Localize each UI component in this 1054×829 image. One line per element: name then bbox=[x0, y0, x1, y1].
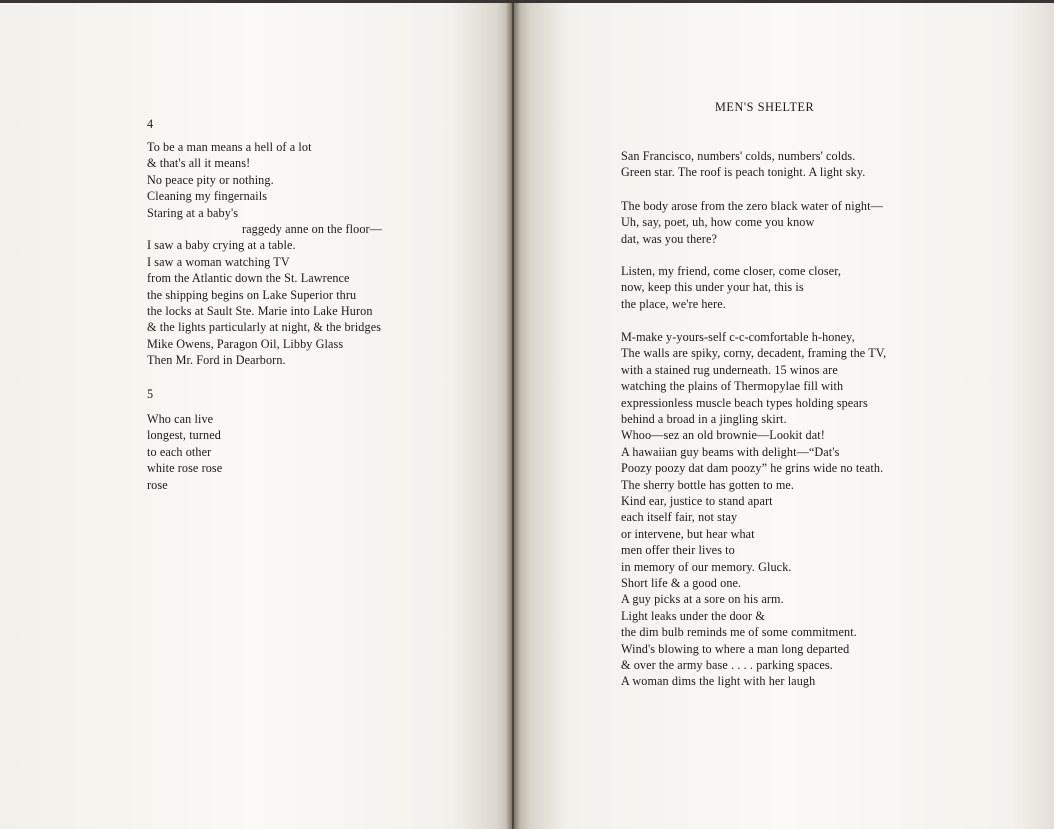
poem-line: Listen, my friend, come closer, come closer, bbox=[621, 264, 842, 278]
poem-line: & that's all it means! bbox=[147, 156, 251, 171]
poem-line: each itself fair, not stay bbox=[621, 510, 738, 525]
poem-line: with a stained rug underneath. 15 winos are bbox=[621, 362, 838, 377]
poem-line: Whoo—sez an old brownie—Lookit dat! bbox=[621, 428, 825, 443]
poem-line: expressionless muscle beach types holding spears bbox=[621, 395, 868, 410]
poem-line: I saw a baby crying at a table. bbox=[147, 238, 296, 253]
poem-line: longest, turned bbox=[147, 428, 221, 443]
poem-line: No peace pity or nothing. bbox=[147, 172, 274, 187]
poem-line: the dim bulb reminds me of some commitment. bbox=[621, 625, 857, 640]
poem-line: & the lights particularly at night, & the bridges bbox=[147, 320, 382, 335]
right-page bbox=[514, 0, 1054, 829]
poem-line: from the Atlantic down the St. Lawrence bbox=[147, 271, 350, 286]
poem-line: Kind ear, justice to stand apart bbox=[621, 494, 773, 508]
poem-line: Who can live bbox=[147, 412, 214, 426]
poem-line: To be a man means a hell of a lot bbox=[147, 140, 312, 154]
poem-line: to each other bbox=[147, 444, 212, 459]
poem-line: Poozy poozy dat dam poozy” he grins wide no teath. bbox=[621, 461, 884, 476]
poem-line: San Francisco, numbers' colds, numbers' colds. bbox=[621, 149, 856, 163]
section-number: 5 bbox=[147, 387, 154, 401]
poem-line: Short life & a good one. bbox=[621, 576, 742, 590]
poem-line: A guy picks at a sore on his arm. bbox=[621, 592, 784, 607]
poem-line: & over the army base . . . . parking spaces. bbox=[621, 658, 833, 672]
poem-line: M-make y-yours-self c-c-comfortable h-honey, bbox=[621, 330, 855, 344]
poem-line: rose bbox=[147, 477, 168, 492]
poem-line: behind a broad in a jingling skirt. bbox=[621, 412, 787, 426]
scan-edge bbox=[0, 0, 1054, 3]
poem-line: I saw a woman watching TV bbox=[147, 254, 290, 269]
poem-line: The walls are spiky, corny, decadent, framing the TV, bbox=[621, 346, 887, 361]
poem-line: A woman dims the light with her laugh bbox=[621, 674, 816, 689]
poem-line: Cleaning my fingernails bbox=[147, 189, 268, 204]
poem-line: Mike Owens, Paragon Oil, Libby Glass bbox=[147, 336, 344, 351]
poem-line: Then Mr. Ford in Dearborn. bbox=[147, 353, 286, 368]
poem-line: or intervene, but hear what bbox=[621, 526, 755, 541]
poem-line: the locks at Sault Ste. Marie into Lake Huron bbox=[147, 304, 373, 318]
poem-line: men offer their lives to bbox=[621, 543, 735, 558]
poem-line: The body arose from the zero black water of night— bbox=[621, 199, 883, 213]
book-gutter bbox=[506, 0, 520, 829]
poem-line: Green star. The roof is peach tonight. A light sky. bbox=[621, 165, 866, 180]
poem-line: Light leaks under the door & bbox=[621, 608, 765, 623]
poem-line: watching the plains of Thermopylae fill with bbox=[621, 379, 844, 394]
poem-line: in memory of our memory. Gluck. bbox=[621, 559, 792, 574]
poem-line: Uh, say, poet, uh, how come you know bbox=[621, 215, 815, 230]
poem-line: now, keep this under your hat, this is bbox=[621, 280, 804, 295]
poem-line: the shipping begins on Lake Superior thru bbox=[147, 287, 357, 302]
poem-line: Wind's blowing to where a man long departed bbox=[621, 641, 850, 656]
poem-line: Staring at a baby's bbox=[147, 205, 239, 220]
poem-line: white rose rose bbox=[147, 461, 223, 476]
poem-line: A hawaiian guy beams with delight—“Dat's bbox=[621, 444, 840, 459]
poem-line: dat, was you there? bbox=[621, 231, 717, 246]
poem-line: raggedy anne on the floor— bbox=[242, 222, 383, 236]
poem-line: the place, we're here. bbox=[621, 296, 726, 311]
section-number: 4 bbox=[147, 117, 154, 131]
poem-line: The sherry bottle has gotten to me. bbox=[621, 477, 795, 492]
left-page bbox=[0, 0, 512, 829]
poem-title: MEN'S SHELTER bbox=[715, 100, 815, 114]
